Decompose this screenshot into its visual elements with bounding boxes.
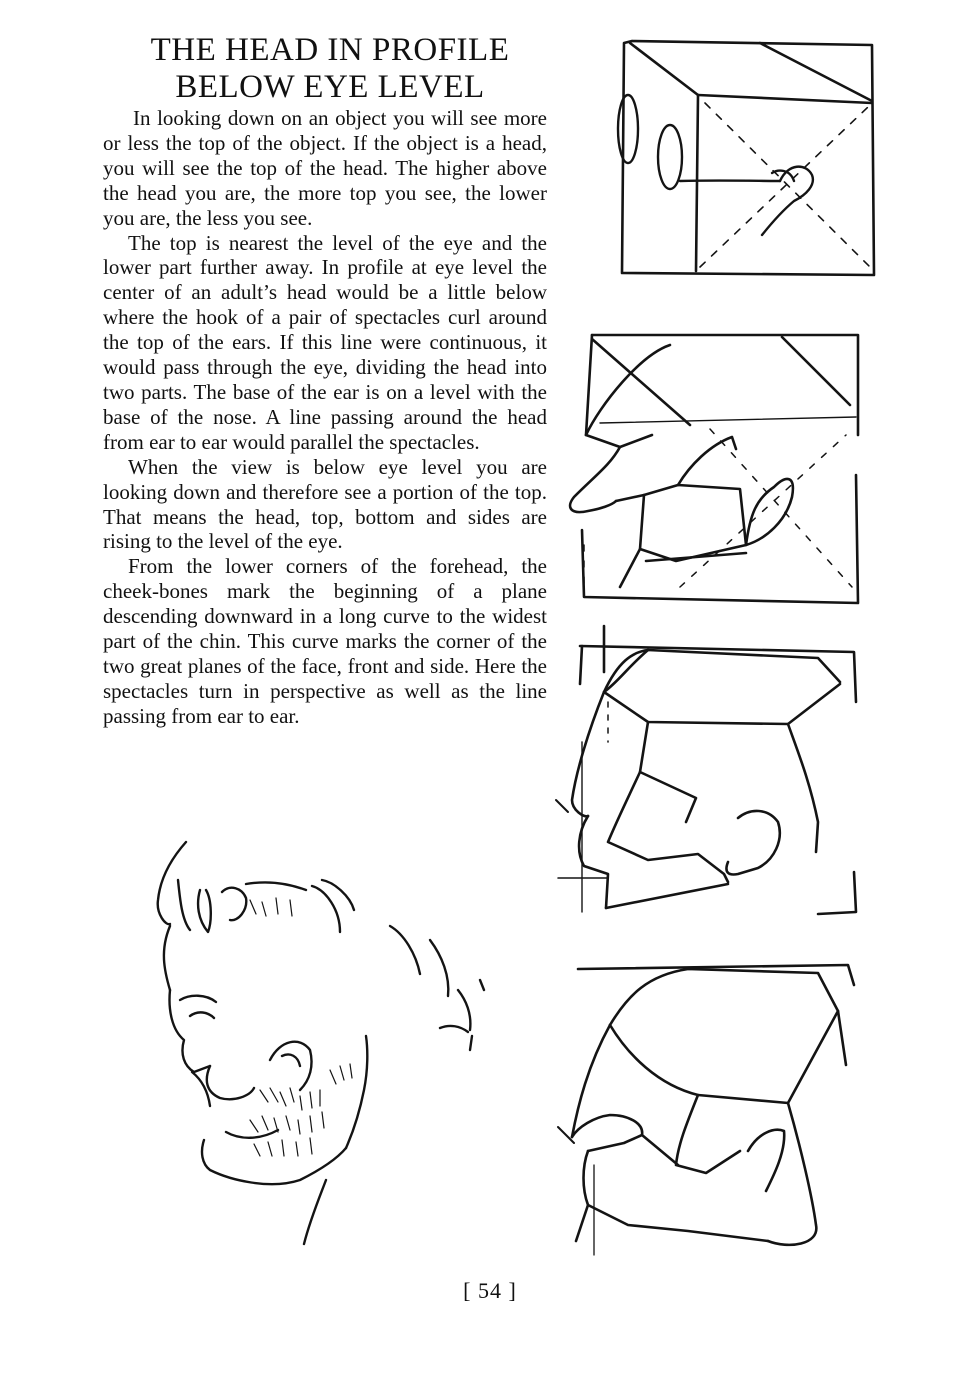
- portrait-sketch-looking-down: [150, 840, 495, 1250]
- paragraph-2: The top is nearest the level of the eye and the lower part further away. In profile at eye level the center of an adult’s head would be a little below where the hook of a pair of spectacles curl around the top of the ears. If this line were continuous, it would pass through the eye, dividing the head into two parts. The base of the ear is on a level with the base of the nose. A line passing around the head from ear to ear would parallel the spectacles.: [103, 230, 547, 454]
- block-head-top-view-sketch: [548, 955, 858, 1255]
- paragraph-1: In looking down on an object you will see more or less the top of the object. If the object is a head, you will see the top of the head. The higher above the head you are, the more top you see, the lower you are, the less you see.: [103, 106, 547, 230]
- page-number: [ 54 ]: [463, 1278, 517, 1303]
- page-title-line-2: BELOW EYE LEVEL: [175, 69, 485, 105]
- page-title-line-1: THE HEAD IN PROFILE: [150, 32, 510, 68]
- box-with-spectacles-sketch: [610, 35, 880, 285]
- body-text: [103, 106, 547, 729]
- paragraph-4: From the lower corners of the forehead, the cheek-bones mark the beginning of a plane descending downward in a long curve to the widest part of the chin. This curve marks the corner of the two great planes of the face, front and side. Here the spectacles turn in perspective as well as the line passing from ear to ear.: [103, 554, 547, 728]
- box-head-with-nose-sketch: [560, 325, 865, 610]
- paragraph-3: When the view is below eye level you are looking down and therefore see a portion of the top. That means the head, top, bottom and sides are rising to the level of the eye.: [103, 454, 547, 554]
- block-head-planes-sketch: [548, 622, 858, 922]
